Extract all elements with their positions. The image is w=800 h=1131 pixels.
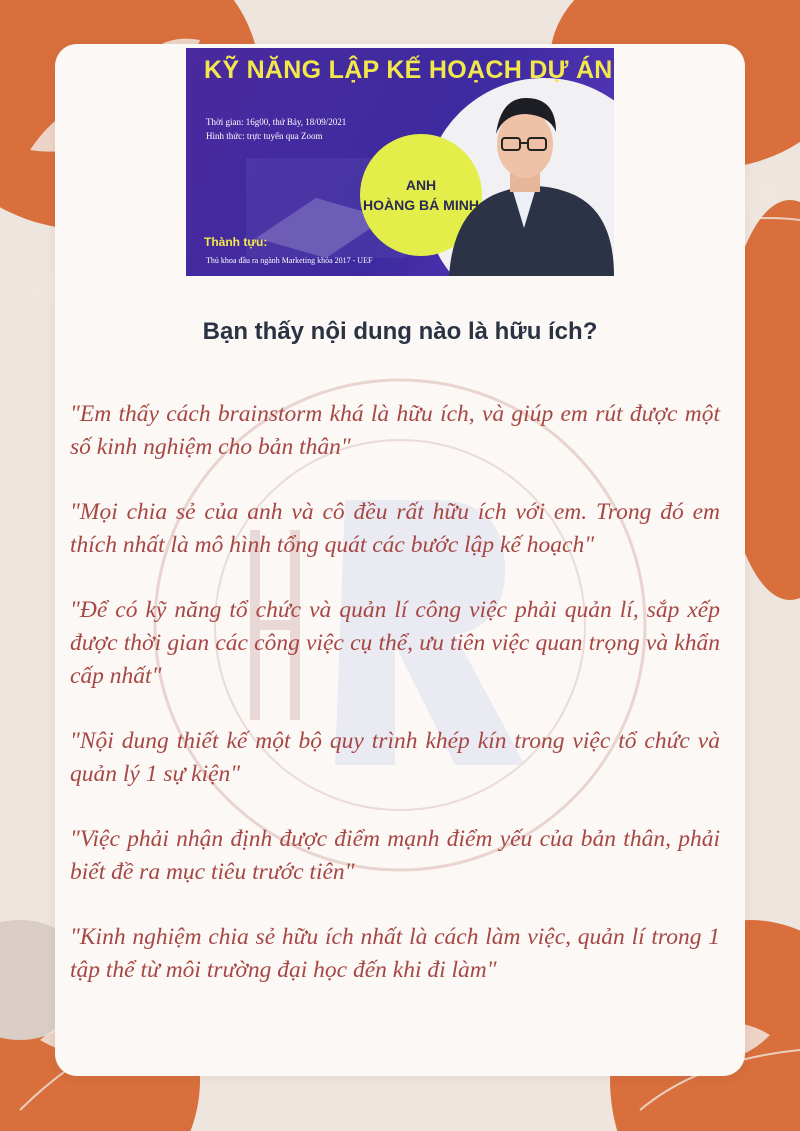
banner-title: KỸ NĂNG LẬP KẾ HOẠCH DỰ ÁN	[204, 56, 613, 84]
quote-item: "Nội dung thiết kế một bộ quy trình khép kín trong việc tổ chức và quản lý 1 sự kiện"	[70, 728, 720, 787]
event-time: Thời gian: 16g00, thứ Bảy, 18/09/2021	[206, 117, 347, 127]
speaker-prefix: ANH	[405, 177, 437, 193]
achievements-label: Thành tựu:	[204, 235, 268, 249]
speaker-name: HOÀNG BÁ MINH	[363, 197, 479, 213]
speaker-photo-icon	[424, 48, 614, 276]
quote-list	[70, 398, 720, 1019]
quote-item: "Em thấy cách brainstorm khá là hữu ích, và giúp em rút được một số kinh nghiệm cho bản thân"	[70, 401, 720, 460]
quote-item: "Việc phải nhận định được điểm mạnh điểm yếu của bản thân, phải biết đề ra mục tiêu trước tiên"	[70, 826, 720, 885]
quote-item: "Kinh nghiệm chia sẻ hữu ích nhất là cách làm việc, quản lí trong 1 tập thể từ môi trường đại học đến khi đi làm"	[70, 924, 720, 983]
quote-item: "Để có kỹ năng tổ chức và quản lí công việc phải quản lí, sắp xếp được thời gian các công việc cụ thể, ưu tiên việc quan trọng và khẩn cấp nhất"	[70, 597, 720, 689]
event-info	[206, 115, 346, 143]
event-banner	[186, 48, 614, 276]
quote-item: "Mọi chia sẻ của anh và cô đều rất hữu ích với em. Trong đó em thích nhất là mô hình tổng quát các bước lập kế hoạch"	[70, 499, 720, 558]
achievement-item: Thủ khoa đầu ra ngành Marketing khóa 2017 - UEF	[206, 256, 373, 265]
event-format: Hình thức: trực tuyến qua Zoom	[206, 131, 323, 141]
section-heading: Bạn thấy nội dung nào là hữu ích?	[202, 318, 598, 345]
